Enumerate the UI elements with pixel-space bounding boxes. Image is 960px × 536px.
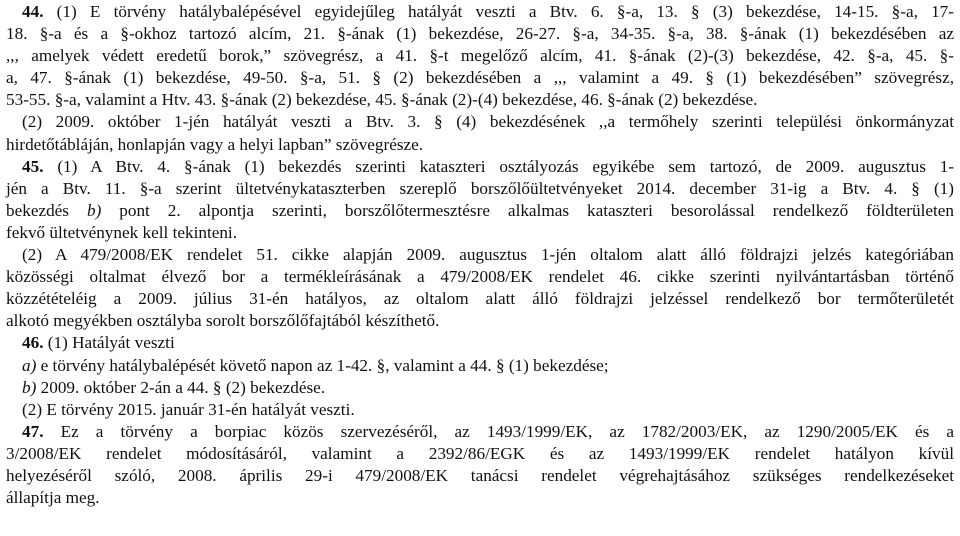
section-46 — [6, 332, 954, 420]
text-line — [6, 1, 954, 23]
section-45-paragraph-2 — [6, 244, 954, 332]
text-line: fekvő ültetvénynek kell tekinteni. — [6, 222, 238, 242]
text-run: pont 2. alpontja szerinti, borszőlőtermesztésre alkalmas kataszteri besorolással rendelkező földterületen — [101, 200, 954, 220]
text-line: alkotó megyékben osztályba sorolt borszőlőfajtából készíthető. — [6, 311, 440, 331]
text-line: (2) 2009. október 1-jén hatályát veszti a Btv. 3. § (4) bekezdésének ,,a termőhely szerinti települési önkormányzat — [22, 112, 954, 132]
text-line: közzétételéig a 2009. július 31-én hatályos, az oltalom alatt álló földrajzi jelzéssel rendelkező bor termőterületét — [6, 289, 954, 309]
text-run: Ez a törvény a borpiac közös szervezéséről, az 1493/1999/EK, az 1782/2003/EK, az 1290/2005/EK és a — [60, 421, 955, 441]
text-line: (2) A 479/2008/EK rendelet 51. cikke alapján 2009. augusztus 1-jén oltalom alatt álló földrajzi jelzés kategóriában — [22, 245, 954, 265]
section-44-paragraph-2 — [6, 111, 954, 155]
text-line: ,,, amelyek védett eredetű borok,” szövegrész, a 41. §-t megelőző alcím, 41. §-ának (2)-(3) bekezdése, 42. §-a, 45. §- — [6, 46, 954, 66]
text-line: 18. §-a és a §-okhoz tartozó alcím, 21. §-ának (1) bekezdése, 26-27. §-a, 34-35. §-a, 38. §-ának (1) bekezdésében az — [6, 24, 954, 44]
section-number: 44. — [22, 2, 44, 21]
point-marker: b) — [86, 200, 102, 220]
point-marker: a) — [22, 355, 37, 375]
text-line: a, 47. §-ának (1) bekezdése, 49-50. §-a, 51. § (2) bekezdésében a ,,, valamint a 49. § (1) bekezdésében” szövegrész, — [6, 68, 954, 88]
section-45-paragraph-1 — [6, 156, 954, 244]
text-run: 2009. október 2-án a 44. § (2) bekezdése. — [36, 377, 326, 397]
text-line: jén a Btv. 11. §-a szerint ültetvénykataszterben szereplő borszőlőültetvényeket 2014. december 31-ig a Btv. 4. § (1) — [6, 178, 954, 198]
section-number: 46. — [22, 333, 44, 353]
point-marker: b) — [22, 377, 37, 397]
text-line: 3/2008/EK rendelet módosításáról, valamint a 2392/86/EGK és az 1493/1999/EK rendelet hatályon kívül — [6, 443, 954, 463]
section-47 — [6, 421, 954, 509]
text-run: bekezdés — [6, 200, 87, 220]
text-run: (1) E törvény hatálybalépésével egyidejűleg hatályát veszti a Btv. 6. §-a, 13. § (3) bekezdése, 14-15. §-a, 17- — [56, 2, 954, 21]
text-line: állapítja meg. — [6, 488, 100, 508]
text-line — [6, 332, 954, 354]
section-number: 45. — [22, 156, 44, 176]
list-item — [6, 377, 954, 399]
text-line: (2) E törvény 2015. január 31-én hatályát veszti. — [22, 399, 355, 419]
text-line: 53-55. §-a, valamint a Htv. 43. §-ának (2) bekezdése, 45. §-ának (2)-(4) bekezdése, 46. §-ának (2) bekezdése. — [6, 90, 758, 110]
text-line — [6, 421, 954, 443]
text-line: helyezéséről szóló, 2008. április 29-i 479/2008/EK tanácsi rendelet végrehajtásához szükséges rendelkezéseket — [6, 465, 954, 485]
text-line — [6, 156, 954, 178]
section-44-paragraph-1 — [6, 1, 954, 111]
text-run: (1) A Btv. 4. §-ának (1) bekezdés szerinti kataszteri osztályozás egyikébe sem tartozó, de 2009. augusztus 1- — [57, 156, 955, 176]
text-run: (1) Hatályát veszti — [47, 333, 175, 353]
text-line: közösségi oltalmat élvező bor a termékleírásának a 479/2008/EK rendelet 46. cikke szerinti nyilvántartásban történő — [6, 267, 954, 287]
text-run: e törvény hatálybalépését követő napon az 1-42. §, valamint a 44. § (1) bekezdése; — [36, 355, 609, 375]
text-line: hirdetőtábláján, honlapján vagy a helyi lapban” szövegrésze. — [6, 134, 424, 154]
text-line — [6, 200, 954, 222]
list-item — [6, 355, 954, 377]
section-number: 47. — [22, 421, 44, 441]
